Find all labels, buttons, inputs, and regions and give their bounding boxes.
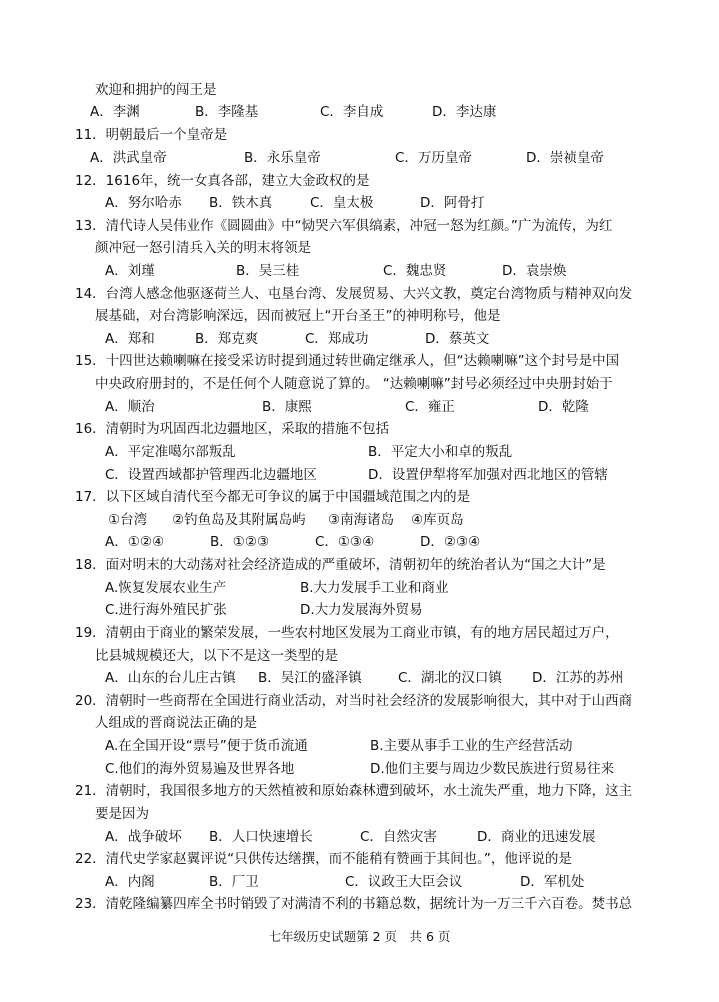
option-a: A．刘瑾 xyxy=(105,263,155,279)
option-d: D．袁崇焕 xyxy=(502,263,567,279)
q23-stem-line1: 23．清乾隆编纂四库全书时销毁了对满清不利的书籍总数，据统计为一万三千六百卷。焚书总 xyxy=(75,896,633,912)
option-a: A．战争破坏 xyxy=(105,829,182,845)
q16-stem: 16．清朝时为巩固西北边疆地区，采取的措施不包括 xyxy=(75,421,390,437)
option-c: C．李自成 xyxy=(320,104,384,120)
q10-stem-tail: 欢迎和拥护的闯王是 xyxy=(95,82,217,98)
q20-stem-line1: 20．清朝时一些商帮在全国进行商业活动，对当时社会经济的发展影响很大，其中对于山西商 xyxy=(75,693,633,709)
option-b: B．厂卫 xyxy=(209,874,259,890)
q15-stem-line2: 中央政府册封的，不是任何个人随意说了算的。 “达赖喇嘛”封号必须经过中央册封始于 xyxy=(95,376,613,392)
option-b: B.大力发展手工业和商业 xyxy=(300,580,449,596)
q17-stem: 17．以下区域自清代至今都无可争议的属于中国疆域范围之内的是 xyxy=(75,489,471,505)
option-c: C．万历皇帝 xyxy=(395,150,472,166)
option-d: D．江苏的苏州 xyxy=(532,670,624,686)
q15-stem-line1: 15．十四世达赖喇嘛在接受采访时提到通过转世确定继承人，但“达赖喇嘛”这个封号是中国 xyxy=(75,353,620,369)
option-c: C．议政王大臣会议 xyxy=(345,874,463,890)
q13-stem-line1: 13．清代诗人吴伟业作《圆圆曲》中“恸哭六军俱缟素，冲冠一怒为红颜。”广为流传，为红 xyxy=(75,218,613,234)
option-b: B．康熙 xyxy=(262,399,312,415)
option-b: B．人口快速增长 xyxy=(209,829,313,845)
option-c: C．皇太极 xyxy=(310,195,374,211)
option-d: D．设置伊犁将军加强对西北地区的管辖 xyxy=(368,467,608,483)
q18-stem: 18．面对明末的大动荡对社会经济造成的严重破坏，清朝初年的统治者认为“国之大计”是 xyxy=(75,557,606,573)
option-d: D．②③④ xyxy=(420,534,481,550)
option-c: C．魏忠贤 xyxy=(383,263,447,279)
page-footer: 七年级历史试题第 2 页 共 6 页 xyxy=(268,929,451,944)
option-b: B．吴江的盛泽镇 xyxy=(258,670,362,686)
option-a: A．李渊 xyxy=(90,104,140,120)
option-a: A．郑和 xyxy=(105,331,155,347)
option-d: D．商业的迅速发展 xyxy=(477,829,596,845)
option-c: C.他们的海外贸易遍及世界各地 xyxy=(105,761,295,777)
option-a: A．洪武皇帝 xyxy=(90,150,167,166)
option-b: B．①②③ xyxy=(210,534,270,550)
option-c: C．①③④ xyxy=(315,534,375,550)
q19-stem-line2: 比县城规模还大，以下不是这一类型的是 xyxy=(95,648,338,664)
option-a: A．山东的台儿庄古镇 xyxy=(105,670,236,686)
q14-stem-line2: 展基础，对台湾影响深远，因而被冠上“开台圣王”的神明称号，他是 xyxy=(95,308,501,324)
option-d: D．阿骨打 xyxy=(420,195,485,211)
option-b: B．平定大小和卓的叛乱 xyxy=(368,444,513,460)
option-a: A．平定准噶尔部叛乱 xyxy=(105,444,236,460)
q12-stem: 12．1616年，统一女真各部，建立大金政权的是 xyxy=(75,173,370,189)
item-2: ②钓鱼岛及其附属岛屿 xyxy=(172,512,306,528)
option-c: C．设置西域都护管理西北边疆地区 xyxy=(105,467,317,483)
option-c: C．湖北的汉口镇 xyxy=(398,670,502,686)
item-4: ④库页岛 xyxy=(411,512,464,528)
q19-stem-line1: 19．清朝由于商业的繁荣发展，一些农村地区发展为工商业市镇，有的地方居民超过万户， xyxy=(75,625,619,641)
option-c: C．自然灾害 xyxy=(360,829,437,845)
option-d: D．崇祯皇帝 xyxy=(526,150,604,166)
option-c: C．郑成功 xyxy=(305,331,369,347)
option-a: A．①②④ xyxy=(105,534,165,550)
q21-stem-line1: 21．清朝时，我国很多地方的天然植被和原始森林遭到破坏，水土流失严重，地力下降，这主 xyxy=(75,783,633,799)
option-d: D.他们主要与周边少数民族进行贸易往来 xyxy=(370,761,615,777)
option-a: A．顺治 xyxy=(105,399,155,415)
option-a: A．内阁 xyxy=(105,874,155,890)
option-d: D．李达康 xyxy=(432,104,497,120)
q11-stem: 11．明朝最后一个皇帝是 xyxy=(75,127,228,143)
option-d: D．蔡英文 xyxy=(425,331,490,347)
option-b: B.主要从事手工业的生产经营活动 xyxy=(370,738,573,754)
item-1: ①台湾 xyxy=(108,512,148,528)
item-3: ③南海诸岛 xyxy=(328,512,395,528)
option-a: A．努尔哈赤 xyxy=(105,195,182,211)
q21-stem-line2: 要是因为 xyxy=(95,806,149,822)
option-d: D．军机处 xyxy=(520,874,585,890)
option-b: B．铁木真 xyxy=(209,195,273,211)
option-b: B．李隆基 xyxy=(195,104,259,120)
q20-stem-line2: 人组成的晋商说法正确的是 xyxy=(95,715,257,731)
q22-stem: 22．清代史学家赵翼评说“只供传达缮撰，而不能稍有赞画于其间也。”，他评说的是 xyxy=(75,851,572,867)
option-d: D．乾隆 xyxy=(538,399,589,415)
q13-stem-line2: 颜冲冠一怒引清兵入关的明末将领是 xyxy=(95,240,311,256)
option-a: A.在全国开设“票号”便于货币流通 xyxy=(105,738,308,754)
option-c: C.进行海外殖民扩张 xyxy=(105,602,227,618)
option-b: B．吴三桂 xyxy=(236,263,300,279)
q14-stem-line1: 14．台湾人感念他驱逐荷兰人、屯垦台湾、发展贸易、大兴文教，奠定台湾物质与精神双向发 xyxy=(75,286,633,302)
option-a: A.恢复发展农业生产 xyxy=(105,580,227,596)
option-c: C．雍正 xyxy=(405,399,455,415)
option-b: B．永乐皇帝 xyxy=(244,150,321,166)
option-b: B．郑克爽 xyxy=(195,331,259,347)
option-d: D.大力发展海外贸易 xyxy=(300,602,423,618)
